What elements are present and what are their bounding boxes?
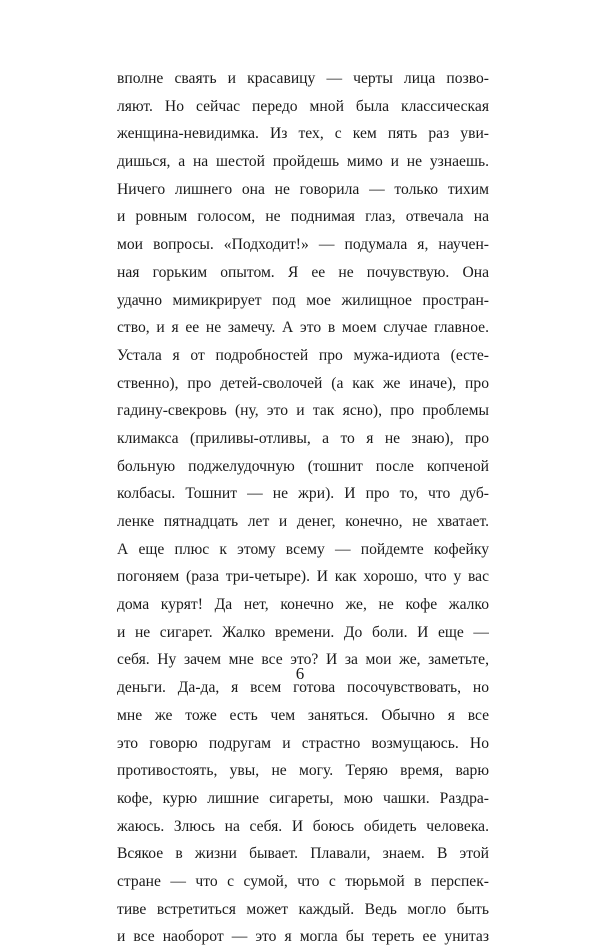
text-line: колбасы. Тошнит — не жри). И про то, что дуб-: [117, 485, 489, 503]
text-line: ляют. Но сейчас передо мной была классическая: [117, 97, 489, 115]
text-line: Ничего лишнего она не говорила — только тихим: [117, 180, 489, 198]
text-line: Устала я от подробностей про мужа-идиота (есте-: [117, 346, 489, 364]
text-line: климакса (приливы-отливы, а то я не знаю), про: [117, 429, 489, 447]
text-line: противостоять, увы, не могу. Теряю время, варю: [117, 762, 489, 780]
text-line: кофе, курю лишние сигареты, мою чашки. Раздра-: [117, 789, 489, 807]
text-line: ство, и я ее не замечу. А это в моем случае главное.: [117, 319, 489, 337]
text-line: жаюсь. Злюсь на себя. И боюсь обидеть человека.: [117, 817, 489, 835]
text-line: и не сигарет. Жалко времени. До боли. И еще —: [117, 623, 489, 641]
text-line: и все наоборот — это я могла бы тереть ее унитаз: [117, 928, 489, 946]
text-line: мои вопросы. «Подходит!» — подумала я, научен-: [117, 236, 489, 254]
text-line: стране — что с сумой, что с тюрьмой в перспек-: [117, 872, 489, 890]
text-line: мне же тоже есть чем заняться. Обычно я все: [117, 706, 489, 724]
text-line: погоняем (раза три-четыре). И как хорошо, что у вас: [117, 568, 489, 586]
text-line: дома курят! Да нет, конечно же, не кофе жалко: [117, 596, 489, 614]
text-line: ная горьким опытом. Я ее не почувствую. Она: [117, 263, 489, 281]
text-line: и ровным голосом, не поднимая глаз, отвечала на: [117, 208, 489, 226]
text-line: тиве встретиться может каждый. Ведь могло быть: [117, 900, 489, 918]
text-line: Всякое в жизни бывает. Плавали, знаем. В этой: [117, 845, 489, 863]
text-line: больную поджелудочную (тошнит после копченой: [117, 457, 489, 475]
text-line: деньги. Да-да, я всем готова посочувствовать, но: [117, 679, 489, 697]
text-line: ленке пятнадцать лет и денег, конечно, не хватает.: [117, 513, 489, 530]
text-line: гадину-свекровь (ну, это и так ясно), про проблемы: [117, 402, 489, 420]
text-line: женщина-невидимка. Из тех, с кем пять раз уви-: [117, 125, 489, 143]
text-line: удачно мимикрирует под мое жилищное простран-: [117, 291, 489, 309]
text-line: это говорю подругам и страстно возмущаюсь. Но: [117, 734, 489, 752]
text-line: А еще плюс к этому всему — пойдемте кофейку: [117, 540, 489, 558]
text-line: ственно), про детей-сволочей (а как же иначе), про: [117, 374, 489, 392]
text-line: себя. Ну зачем мне все это? И за мои же, заметьте,: [117, 651, 489, 669]
text-line: дишься, а на шестой пройдешь мимо и не узнаешь.: [117, 153, 489, 171]
text-line: вполне сваять и красавицу — черты лица позво-: [117, 70, 489, 87]
body-text: [117, 65, 489, 951]
page-number: 6: [295, 664, 305, 683]
